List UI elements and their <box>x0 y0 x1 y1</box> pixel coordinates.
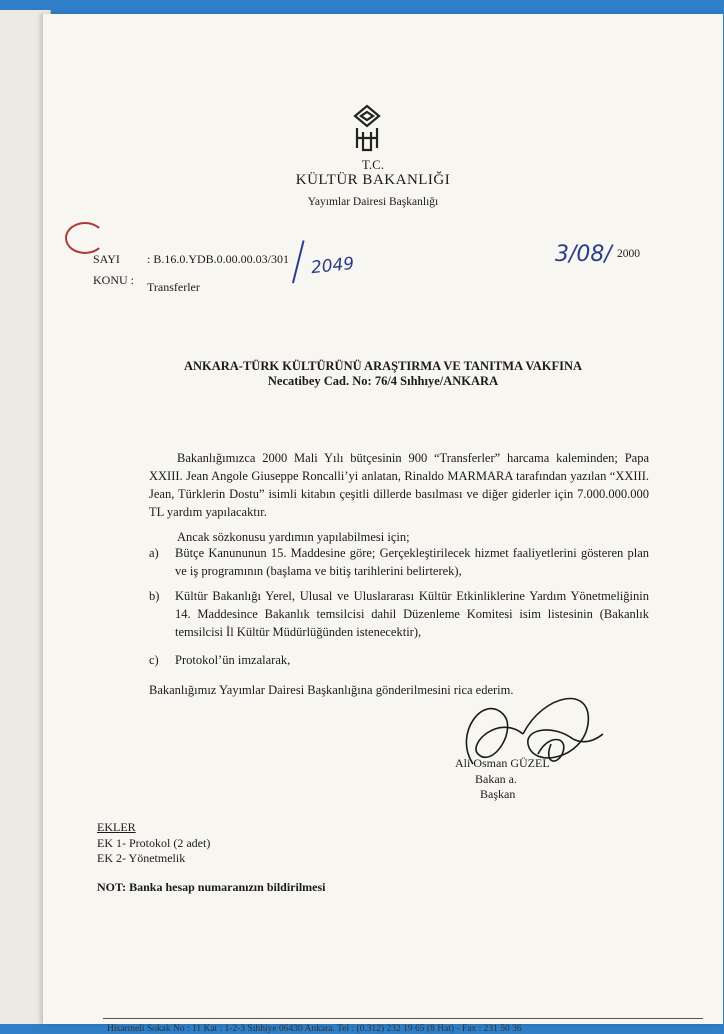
list-item-label: a) <box>149 546 159 560</box>
signer-name: Ali Osman GÜZEL <box>455 756 550 770</box>
konu-key-text: KONU <box>93 273 128 287</box>
list-item-b <box>149 587 649 641</box>
konu-key: KONU : <box>93 273 135 287</box>
list-item-text: Kültür Bakanlığı Yerel, Ulusal ve Uluslararası Kültür Etkinliklerine Yardım Yönetmeliğinin 14. Maddesince Bakanlık temsilcisi dahil Düzenleme Komitesi isim listesinin (Bakanlık temsilcisi İl Kültür Müdürlüğünden istenecektir), <box>175 589 649 639</box>
list-item-a <box>149 544 649 580</box>
letterhead-ministry: KÜLTÜR BAKANLIĞI <box>295 172 451 188</box>
attachment-item: EK 1- Protokol (2 adet) <box>97 836 211 850</box>
recipient-line-1: ANKARA-TÜRK KÜLTÜRÜNÜ ARAŞTIRMA VE TANITMA VAKFINA <box>183 359 583 373</box>
sayi-key: SAYI <box>93 252 120 266</box>
sayi-value: : B.16.0.YDB.0.00.00.03/301 <box>147 252 290 266</box>
footer-divider <box>103 1018 703 1019</box>
handwritten-date: 3/08/ <box>555 242 612 267</box>
body-paragraph-3: Bakanlığımız Yayımlar Dairesi Başkanlığına gönderilmesini rica ederim. <box>149 683 514 697</box>
signer-title-1: Bakan a. <box>475 772 517 786</box>
konu-text: Transferler <box>147 280 200 294</box>
letter-page <box>42 14 723 1034</box>
ministry-logo-icon <box>349 104 385 154</box>
sayi-number: B.16.0.YDB.0.00.00.03/301 <box>153 252 290 266</box>
list-item-label: b) <box>149 589 160 603</box>
bank-note: NOT: Banka hesap numaranızın bildirilmesi <box>97 880 326 894</box>
letterhead-tc: T.C. <box>361 157 385 172</box>
recipient-line-2: Necatibey Cad. No: 76/4 Sıhhıye/ANKARA <box>267 374 499 388</box>
attachment-item: EK 2- Yönetmelik <box>97 851 186 865</box>
letterhead-department: Yayımlar Dairesi Başkanlığı <box>307 196 439 208</box>
list-item-c <box>149 651 649 669</box>
list-item-text: Bütçe Kanununun 15. Maddesine göre; Gerçekleştirilecek hizmet faaliyetlerini gösteren plan ve iş programının (başlama ve bitiş tarihlerini belirterek), <box>175 546 649 578</box>
attachments-heading: EKLER <box>97 820 136 834</box>
staple-mark <box>65 222 105 254</box>
footer-address: Hisarmeli Sokak No : 11 Kat : 1-2-3 Sıhhiye 06430 Ankara. Tel : (0.312) 232 19 65 (8 Hat) - Fax : 231 50 36 <box>107 1024 522 1034</box>
handwritten-number: 2049 <box>310 253 356 279</box>
list-item-label: c) <box>149 653 159 667</box>
signer-title-2: Başkan <box>480 787 516 801</box>
body-paragraph-2: Ancak sözkonusu yardımın yapılabilmesi için; <box>177 530 410 544</box>
list-item-text: Protokol’ün imzalarak, <box>175 653 291 667</box>
date-year: 2000 <box>617 248 640 260</box>
body-paragraph-1: Bakanlığımızca 2000 Mali Yılı bütçesinin 900 “Transferler” harcama kaleminden; Papa XXIII. Jean Angole Giuseppe Roncalli’yi anlatan, Rinaldo MARMARA tarafından yazılan “XXIII. Jean, Türklerin Dostu” isimli kitabın çeşitli dillerde basılması ve diğer giderler için 7.000.000.000 TL yardım yapılacaktır. <box>149 451 649 519</box>
konu-value <box>147 280 200 295</box>
